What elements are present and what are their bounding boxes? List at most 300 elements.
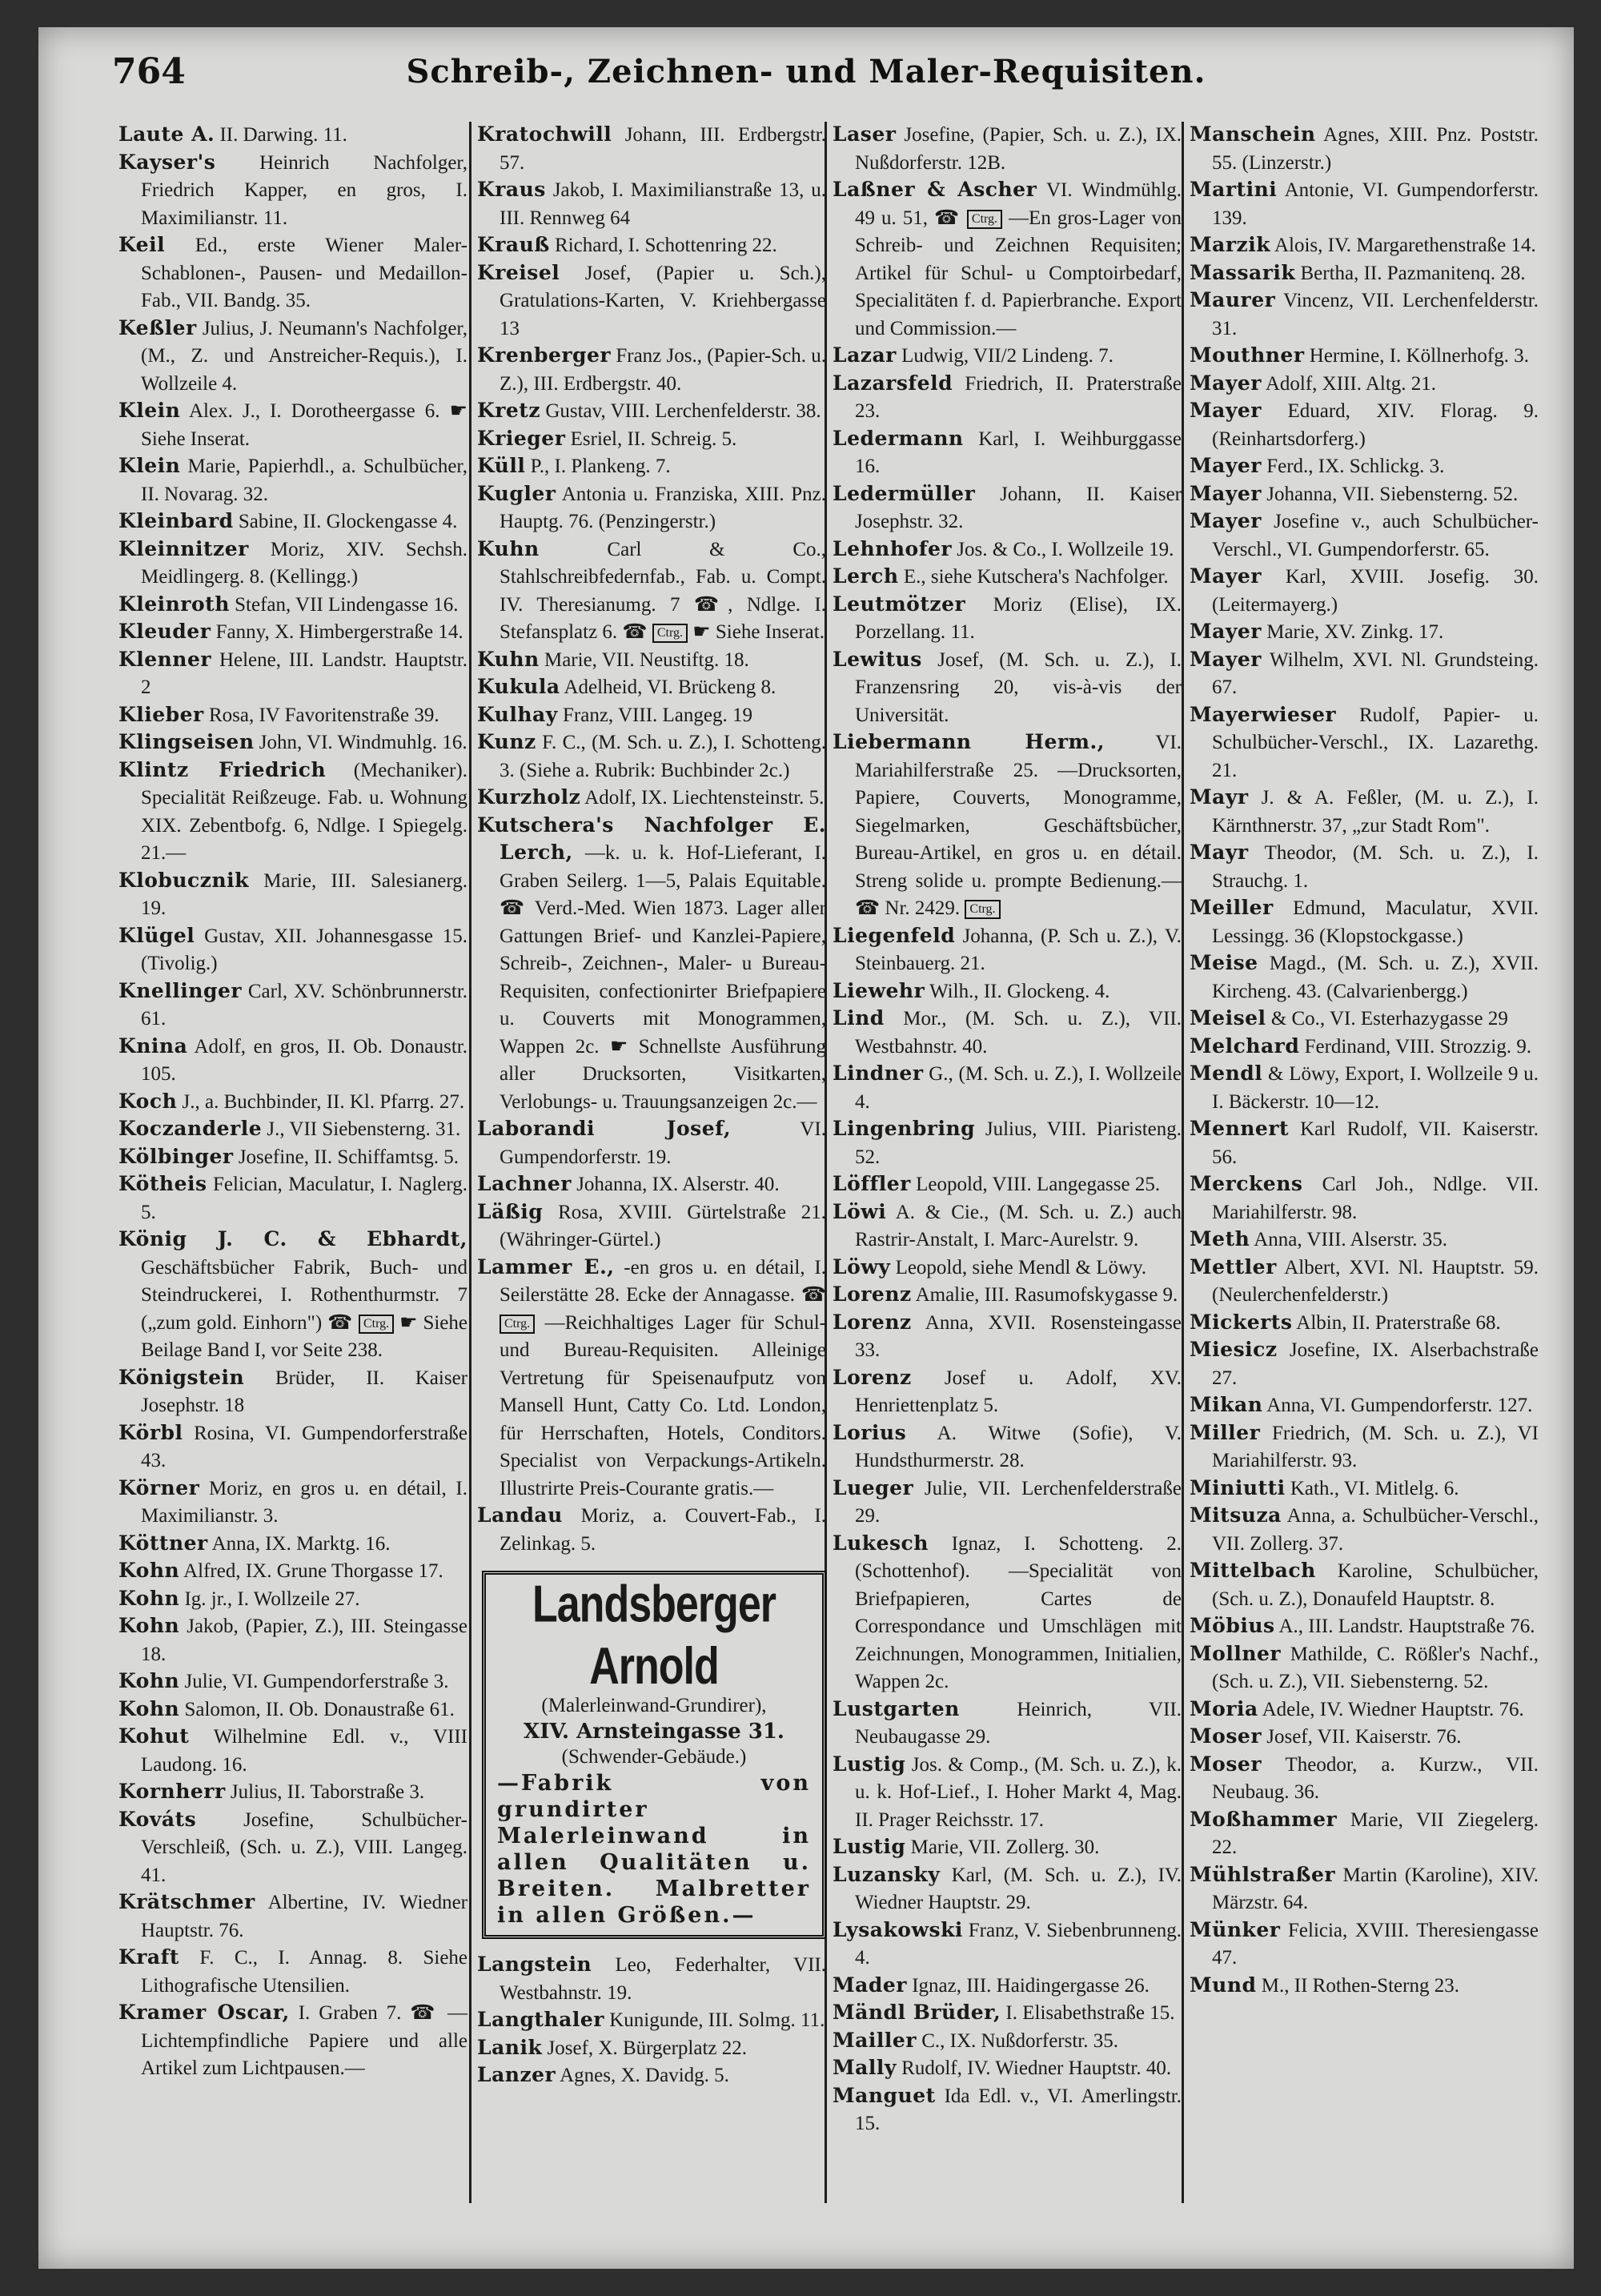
entry-name: Kurzholz [477,785,581,809]
entry-details: Felician, Maculatur, I. Naglerg. 5. [141,1174,468,1223]
entry-details: Martin (Karoline), XIV. Märzstr. 64. [1212,1864,1539,1913]
entry-details: Gustav, VIII. Lerchenfelderstr. 38. [545,400,821,422]
column-4 [1190,122,1539,2000]
directory-entry [1190,895,1539,950]
entry-name: Lorenz [833,1310,912,1334]
entry-name: Kohn [118,1669,180,1692]
entry-name: Kleinnitzer [118,536,249,560]
directory-entry [1190,1558,1539,1613]
entry-name: Klieber [118,702,204,726]
entry-details: Helene, III. Landstr. Hauptstr. 2 [141,648,468,698]
entry-name: Kleinbard [118,509,234,532]
directory-entry [477,426,826,454]
directory-entry [118,592,467,620]
entry-name: Miller [1190,1420,1261,1444]
entry-details: Edmund, Maculatur, XVII. Lessingg. 36 (Klopstockgasse.) [1212,897,1539,947]
directory-entry [833,177,1182,343]
entry-name: Massarik [1190,260,1296,284]
entry-name: Köttner [118,1531,208,1555]
entry-name: Langthaler [477,2008,604,2031]
column-3 [833,122,1182,2138]
directory-entry [477,1171,826,1199]
directory-entry [477,481,826,536]
entry-details: John, VI. Windmuhlg. 16. [259,732,467,753]
directory-entry [833,1475,1182,1531]
entry-details: Marie, XV. Zinkg. 17. [1266,621,1444,643]
entry-name: Mikan [1190,1393,1263,1416]
entry-details: Antonia u. Franziska, XIII. Pnz. Hauptg. 76. (Penzingerstr.) [500,483,827,532]
directory-entry [477,2007,826,2035]
entry-name: Krenberger [477,343,612,367]
directory-entry [1190,1724,1539,1752]
entry-name: Meth [1190,1227,1250,1250]
directory-entry [477,122,826,177]
directory-entry [118,702,467,730]
directory-entry [833,2055,1182,2083]
entry-name: Kugler [477,481,556,505]
entry-name: Lindner [833,1062,924,1085]
entry-details: Josef, X. Bürgerplatz 22. [547,2037,748,2059]
ctrg-mark: Ctrg. [500,1315,535,1334]
entry-details: Johanna, (P. Sch u. Z.), V. Steinbauerg. 21. [855,925,1182,974]
entry-name: Lazarsfeld [833,371,953,395]
entry-name: Lerch [833,564,899,588]
entry-name: Mayer [1190,399,1262,422]
entry-name: Knina [118,1034,188,1058]
entry-name: Kornherr [118,1780,226,1803]
directory-page [38,27,1574,2269]
entry-name: Läßig [477,1199,544,1223]
entry-name: Klein [118,399,181,422]
directory-entry [477,2062,826,2090]
entry-name: Keßler [118,315,197,339]
entry-name: Meisel [1190,1006,1266,1030]
directory-entry [118,1171,467,1226]
entry-name: Klobucznik [118,868,249,892]
entry-name: Lorenz [833,1282,912,1306]
directory-entry [1190,950,1539,1006]
directory-entry [833,1973,1182,2001]
entry-name: Klenner [118,647,212,671]
entry-name: Mayer [1190,647,1262,671]
entry-details: G., (M. Sch. u. Z.), I. Wollzeile 4. [855,1063,1182,1113]
entry-details: Julius, J. Neumann's Nachfolger, (M., Z. und Anstreicher-Requis.), I. Wollzeile 4. [141,317,468,395]
entry-details: A. Witwe (Sofie), V. Hundsthurmerstr. 28. [855,1422,1182,1471]
entry-details: Adolf, en gros, II. Ob. Donaustr. 105. [141,1035,467,1085]
directory-entry [833,1917,1182,1973]
entry-details: Marie, Papierhdl., a. Schulbücher, II. Novarag. 32. [141,456,467,505]
entry-name: Laute A. [118,122,215,146]
entry-details: Carl, XV. Schönbrunnerstr. 61. [141,980,468,1030]
directory-entry [118,1696,467,1724]
directory-entry [833,1696,1182,1752]
column-2 [477,122,826,2090]
directory-entry [1190,1752,1539,1807]
directory-entry [477,674,826,702]
entry-details: Magd., (M. Sch. u. Z.), XVII. Kircheng. 43. (Calvarienbergg.) [1212,953,1539,1002]
directory-entry [1190,398,1539,453]
directory-entry [1190,840,1539,895]
directory-entry [118,1945,467,2000]
entry-details: Josef, VII. Kaiserstr. 76. [1266,1726,1462,1748]
entry-name: Lind [833,1006,885,1030]
directory-entry [118,1724,467,1779]
entry-name: Lustig [833,1752,906,1776]
entry-name: Mühlstraßer [1190,1862,1336,1886]
directory-entry [118,1779,467,1807]
directory-entry [118,1420,467,1475]
entry-name: Lysakowski [833,1917,963,1941]
entry-details: Heinrich Nachfolger, Friedrich Kapper, en gros, I. Maximilianstr. 11. [141,151,467,229]
entry-name: Krieger [477,426,566,450]
directory-entry [118,729,467,757]
entry-details: -en gros u. en détail, I. Seilerstätte 28. Ecke der Annagasse. ☎ Ctrg. —Reichhaltiges Lager für Schul- und Bureau-Requisiten. Alleinige Vertretung für Speisenaufputz von Mansell Hunt, Catty Co. Ltd. London, für Herrschaften, Hotels, Conditors. Specialist von Verpackungs-Artikeln. Illustrirte Preis-Courante gratis.— [500,1256,826,1499]
entry-name: Kunz [477,730,536,753]
directory-entry [118,1365,467,1420]
directory-entry [118,150,467,233]
ctrg-mark: Ctrg. [359,1315,394,1334]
entry-details: Alfred, IX. Grune Thorgasse 17. [183,1560,443,1582]
entry-name: Laßner & Ascher [833,178,1037,201]
entry-details: Adolf, IX. Liechtensteinstr. 5. [584,787,825,809]
entry-name: Merckens [1190,1172,1303,1195]
column-divider [469,122,471,2203]
entry-details: J., VII Siebensterng. 31. [267,1118,461,1140]
entry-name: Löffler [833,1172,911,1195]
entry-details: Felicia, XVIII. Theresiengasse 47. [1212,1919,1539,1969]
directory-entry [477,1116,826,1171]
entry-name: Kohn [118,1559,180,1582]
entry-name: Lammer E., [477,1254,615,1278]
directory-entry [1190,619,1539,647]
entry-name: Lachner [477,1172,572,1195]
entry-name: Kraft [118,1945,179,1969]
directory-entry [1190,1254,1539,1310]
entry-details: & Löwy, Export, I. Wollzeile 9 u. I. Bäckerstr. 10—12. [1212,1063,1539,1113]
directory-entry [1190,1862,1539,1917]
ad-address: XIV. Arnsteingasse 31. [524,1720,784,1744]
entry-name: Lanik [477,2035,543,2059]
entry-details: Julius, II. Taborstraße 3. [230,1781,425,1803]
entry-details: II. Darwing. 11. [219,124,347,146]
entry-name: Mayer [1190,509,1262,532]
directory-entry [833,1752,1182,1835]
entry-name: Mayer [1190,564,1262,588]
directory-entry [477,260,826,343]
directory-entry [118,1807,467,1890]
directory-entry [118,647,467,702]
directory-entry [833,1254,1182,1282]
entry-name: Leutmötzer [833,592,966,616]
entry-details: Josefine v., auch Schulbücher-Verschl., VI. Gumpendorferstr. 65. [1212,511,1539,560]
entry-name: Koch [118,1089,178,1113]
entry-name: Keil [118,233,166,256]
entry-details: Ferdinand, VIII. Strozzig. 9. [1304,1035,1532,1058]
entry-details: Friedrich, II. Praterstraße 23. [855,372,1182,422]
entry-details: Geschäftsbücher Fabrik, Buch- und Steindruckerei, I. Rothenthurmstr. 7 („zum gold. Einhorn") ☎ Ctrg. ☛ Siehe Beilage Band I, vor Seite 238. [141,1256,467,1361]
directory-entry [1190,1475,1539,1503]
entry-details: Rosina, VI. Gumpendorferstraße 43. [141,1422,468,1471]
entry-details: Josefine, (Papier, Sch. u. Z.), IX. Nußdorferstr. 12B. [855,124,1182,174]
entry-name: Landau [477,1503,563,1527]
entry-name: Moser [1190,1752,1262,1776]
entry-name: Meiller [1190,896,1274,919]
entry-details: Anna, VI. Gumpendorferstr. 127. [1266,1395,1533,1416]
entry-details: Moriz, en gros u. en détail, I. Maximilianstr. 3. [141,1477,467,1527]
directory-entry [477,785,826,813]
directory-entry [477,232,826,260]
entry-details: Brüder, II. Kaiser Josephstr. 18 [141,1367,467,1416]
entry-details: Adolf, XIII. Altg. 21. [1265,372,1437,395]
directory-entry [1190,1116,1539,1171]
entry-details: Ferd., IX. Schlickg. 3. [1266,456,1445,477]
entry-details: Johann, III. Erdbergstr. 57. [500,124,826,174]
page-number: 764 [112,51,186,92]
entry-details: Josefine, IX. Alserbachstraße 27. [1212,1339,1539,1389]
entry-details: Carl Joh., Ndlge. VII. Mariahilferstr. 98. [1212,1174,1539,1223]
directory-entry [1190,343,1539,371]
directory-entry [1190,1034,1539,1062]
directory-entry [118,536,467,592]
entry-name: Liegenfeld [833,923,956,947]
entry-details: Kunigunde, III. Solmg. 11. [609,2009,825,2031]
entry-details: Albertine, IV. Wiedner Hauptstr. 76. [141,1892,467,1941]
directory-entry [477,536,826,647]
ad-title: Landsberger Arnold [532,1575,776,1696]
directory-entry [118,1889,467,1945]
entry-name: Lorius [833,1420,907,1444]
directory-entry [1190,508,1539,564]
entry-details: Franz, V. Siebenbrunneng. 4. [855,1919,1182,1969]
entry-name: Maurer [1190,288,1276,311]
entry-name: Mayer [1190,454,1262,477]
entry-name: Kuhn [477,536,540,560]
entry-details: Ig. jr., I. Wollzeile 27. [184,1588,360,1610]
entry-details: Marie, VII. Zollerg. 30. [910,1836,1100,1858]
entry-details: Gustav, XII. Johannesgasse 15. (Tivolig.) [141,925,467,974]
entry-name: Kohut [118,1724,190,1748]
entry-name: Laborandi Josef, [477,1117,732,1140]
entry-details: Stefan, VII Lindengasse 16. [235,593,459,616]
entry-details: E., siehe Kutschera's Nachfolger. [903,566,1169,588]
entry-name: Mally [833,2056,897,2079]
directory-entry [1190,1917,1539,1973]
entry-name: Lueger [833,1475,914,1499]
directory-entry [1190,1310,1539,1338]
entry-name: Kreisel [477,260,560,284]
entry-name: Kutschera's Nachfolger E. Lerch, [477,813,826,864]
directory-entry [118,1034,467,1089]
directory-entry [833,1171,1182,1199]
entry-name: Kramer Oscar, [118,2001,290,2024]
entry-name: Klintz Friedrich [118,757,327,781]
entry-details: Ed., erste Wiener Maler-Schablonen-, Pausen- und Medaillon-Fab., VII. Bandg. 35. [141,235,467,311]
entry-details: Wilh., II. Glockeng. 4. [929,980,1110,1002]
entry-details: Albin, II. Praterstraße 68. [1296,1311,1501,1334]
directory-entry [118,232,467,315]
directory-entry [833,564,1182,592]
page-header [38,27,1574,115]
directory-entry [118,619,467,647]
directory-entry [477,813,826,1117]
directory-entry [1190,260,1539,288]
directory-entry [1190,1973,1539,2001]
directory-entry [477,702,826,730]
entry-details: —k. u. k. Hof-Lieferant, I. Graben Seilerg. 1—5, Palais Equitable. ☎ Verd.-Med. Wien 1873. Lager aller Gattungen Brief- und Kanzlei-Papiere, Schreib-, Zeichnen-, Maler- u Bureau-Requisiten, confectionirter Briefpapiere u. Couverts mit Monogrammen, Wappen 2c. ☛ Schnellste Ausführung aller Drucksorten, Visitkarten, Verlobungs- u. Trauungsanzeigen 2c.— [500,842,827,1113]
entry-details: Jos. & Comp., (M. Sch. u. Z.), k. u. k. Hof-Lief., I. Hoher Markt 4, Mag. II. Prager Reichsstr. 17. [855,1753,1182,1831]
entry-name: König J. C. & Ebhardt, [118,1227,467,1250]
entry-details: Bertha, II. Pazmanitenq. 28. [1300,262,1526,284]
directory-entry [833,1531,1182,1696]
entry-name: Mittelbach [1190,1559,1316,1582]
directory-entry [1190,1226,1539,1254]
entry-name: Mollner [1190,1641,1282,1665]
entry-name: Lingenbring [833,1117,976,1140]
directory-entry [477,2035,826,2063]
entry-details: Leo, Federhalter, VII. Westbahnstr. 19. [500,1954,827,2004]
directory-entry [1190,1641,1539,1696]
entry-details: Richard, I. Schottenring 22. [555,235,777,256]
entry-name: Krauß [477,233,550,256]
directory-entry [833,592,1182,647]
directory-entry [477,398,826,426]
directory-entry [118,1144,467,1172]
column-1 [118,122,467,2083]
directory-entry [833,1862,1182,1917]
entry-name: Liebermann Herm., [833,730,1105,753]
entry-name: Kováts [118,1807,197,1831]
directory-entry [477,729,826,785]
entry-details: Marie, III. Salesianerg. 19. [141,869,468,919]
entry-name: Mennert [1190,1117,1290,1140]
entry-details: F. C., (M. Sch. u. Z.), I. Schotteng. 3. (Siehe a. Rubrik: Buchbinder 2c.) [500,732,826,781]
entry-details: J., a. Buchbinder, II. Kl. Pfarrg. 27. [182,1090,465,1113]
entry-details: Carl & Co., Stahlschreibfedernfab., Fab. u. Compt. IV. Theresianumg. 7 ☎, Ndlge. I. Stefansplatz 6. ☎ Ctrg. ☛ Siehe Inserat. [500,538,826,643]
entry-details: Johanna, VII. Siebensterng. 52. [1266,483,1519,505]
entry-name: Kayser's [118,150,216,174]
entry-details: Moriz, XIV. Sechsh. Meidlingerg. 8. (Kellingg.) [141,538,468,588]
entry-details: Johann, II. Kaiser Josephstr. 32. [855,483,1182,532]
directory-entry [1190,1061,1539,1116]
entry-details: A. & Cie., (M. Sch. u. Z.) auch Rastrir-Anstalt, I. Marc-Aurelstr. 9. [855,1201,1182,1250]
entry-details: Friedrich, (M. Sch. u. Z.), VI Mariahilferstr. 93. [1212,1422,1539,1471]
entry-name: Löwi [833,1199,887,1223]
directory-entry [1190,1392,1539,1420]
entry-details: Anna, VIII. Alserstr. 35. [1254,1229,1448,1250]
entry-details: Theodor, a. Kurzw., VII. Neubaug. 36. [1212,1753,1539,1803]
entry-details: F. C., I. Annag. 8. Siehe Lithografische Utensilien. [141,1947,468,1997]
entry-details: Josef, (M. Sch. u. Z.), I. Franzensring 20, vis-à-vis der Universität. [855,648,1182,726]
directory-entry [118,1226,467,1365]
entry-name: Mitsuza [1190,1503,1282,1527]
entry-name: Küll [477,454,526,477]
entry-details: P., I. Plankeng. 7. [530,456,671,477]
entry-name: Mayr [1190,841,1249,864]
entry-name: Lehnhofer [833,536,953,560]
entry-details: Alois, IV. Margarethenstraße 14. [1274,235,1536,256]
entry-name: Mayer [1190,371,1262,395]
entry-details: Salomon, II. Ob. Donaustraße 61. [184,1698,455,1720]
entry-details: Sabine, II. Glockengasse 4. [238,511,458,532]
directory-entry [118,1613,467,1668]
entry-details: Franz Jos., (Papier-Sch. u. Z.), III. Erdbergstr. 40. [500,345,827,395]
entry-details: Julie, VI. Gumpendorferstraße 3. [184,1671,449,1692]
entry-name: Mendl [1190,1062,1263,1085]
entry-name: Meise [1190,951,1258,974]
entry-details: Ignaz, I. Schotteng. 2. (Schottenhof). —Specialität von Briefpapieren, Cartes de Correspondance und Umschlägen mit Zeichnungen, Monogrammen, Initialien, Wappen 2c. [855,1532,1182,1692]
directory-entry [1190,1807,1539,1862]
entry-details: Anna, IX. Marktg. 16. [211,1532,391,1555]
entry-details: Karoline, Schulbücher, (Sch. u. Z.), Donaufeld Hauptstr. 8. [1212,1560,1539,1610]
entry-name: Kretz [477,399,541,422]
entry-name: Mouthner [1190,343,1305,367]
entry-name: Kohn [118,1614,180,1637]
directory-entry [1190,122,1539,177]
directory-entry [1190,1503,1539,1558]
entry-details: Leopold, VIII. Langegasse 25. [916,1174,1161,1195]
directory-entry [477,1199,826,1254]
entry-details: Franz, VIII. Langeg. 19 [563,704,752,726]
entry-details: Marie, VII. Neustiftg. 18. [544,648,749,671]
entry-details: Rudolf, IV. Wiedner Hauptstr. 40. [901,2057,1172,2079]
entry-name: Moria [1190,1696,1258,1720]
entry-details: Kath., VI. Mitlelg. 6. [1290,1477,1459,1499]
entry-name: Martini [1190,178,1278,201]
entry-details: Karl, (M. Sch. u. Z.), IV. Wiedner Hauptstr. 29. [855,1864,1182,1913]
ad-body: —Fabrik von grundirter Malerleinwand in allen Qualitäten u. Breiten. Malbretter in allen Größen.— [497,1771,811,1928]
entry-details: I. Elisabethstraße 15. [1005,2002,1175,2024]
entry-name: Mayerwieser [1190,702,1337,726]
entry-name: Koczanderle [118,1117,263,1140]
directory-entry [1190,1171,1539,1226]
entry-details: Fanny, X. Himbergerstraße 14. [215,621,463,643]
directory-entry [477,1503,826,1558]
entry-details: Mor., (M. Sch. u. Z.), VII. Westbahnstr. 40. [855,1008,1182,1058]
entry-details: Amalie, III. Rasumofskygasse 9. [915,1284,1178,1306]
directory-entry [118,868,467,923]
entry-name: Kölbinger [118,1144,234,1168]
entry-name: Körbl [118,1420,183,1444]
directory-entry [118,1586,467,1614]
entry-name: Manguet [833,2083,936,2107]
entry-name: Münker [1190,1917,1281,1941]
entry-name: Mayer [1190,481,1262,505]
entry-name: Mayer [1190,620,1262,643]
entry-details: Wilhelm, XVI. Nl. Grundsteing. 67. [1212,648,1539,698]
entry-details: Karl, XVIII. Josefig. 30. (Leitermayerg.) [1212,566,1539,616]
entry-name: Mader [833,1973,907,1997]
entry-details: Julius, VIII. Piaristeng. 52. [855,1118,1182,1168]
directory-entry [118,122,467,150]
entry-name: Laser [833,122,897,146]
entry-name: Kötheis [118,1172,207,1195]
entry-name: Mickerts [1190,1310,1293,1334]
directory-entry [118,1668,467,1696]
directory-entry [833,536,1182,564]
directory-entry [833,481,1182,536]
entry-name: Miniutti [1190,1475,1286,1499]
entry-name: Krätschmer [118,1890,255,1913]
directory-entry [1190,1696,1539,1724]
directory-entry [1190,481,1539,509]
directory-entry [118,315,467,399]
directory-entry [1190,287,1539,343]
directory-entry [118,1116,467,1144]
directory-entry [833,2000,1182,2028]
entry-details: Jakob, I. Maximilianstraße 13, u. III. Rennweg 64 [500,179,827,229]
entry-details: Josefine, II. Schiffamtsg. 5. [238,1146,459,1168]
entry-name: Melchard [1190,1034,1300,1058]
